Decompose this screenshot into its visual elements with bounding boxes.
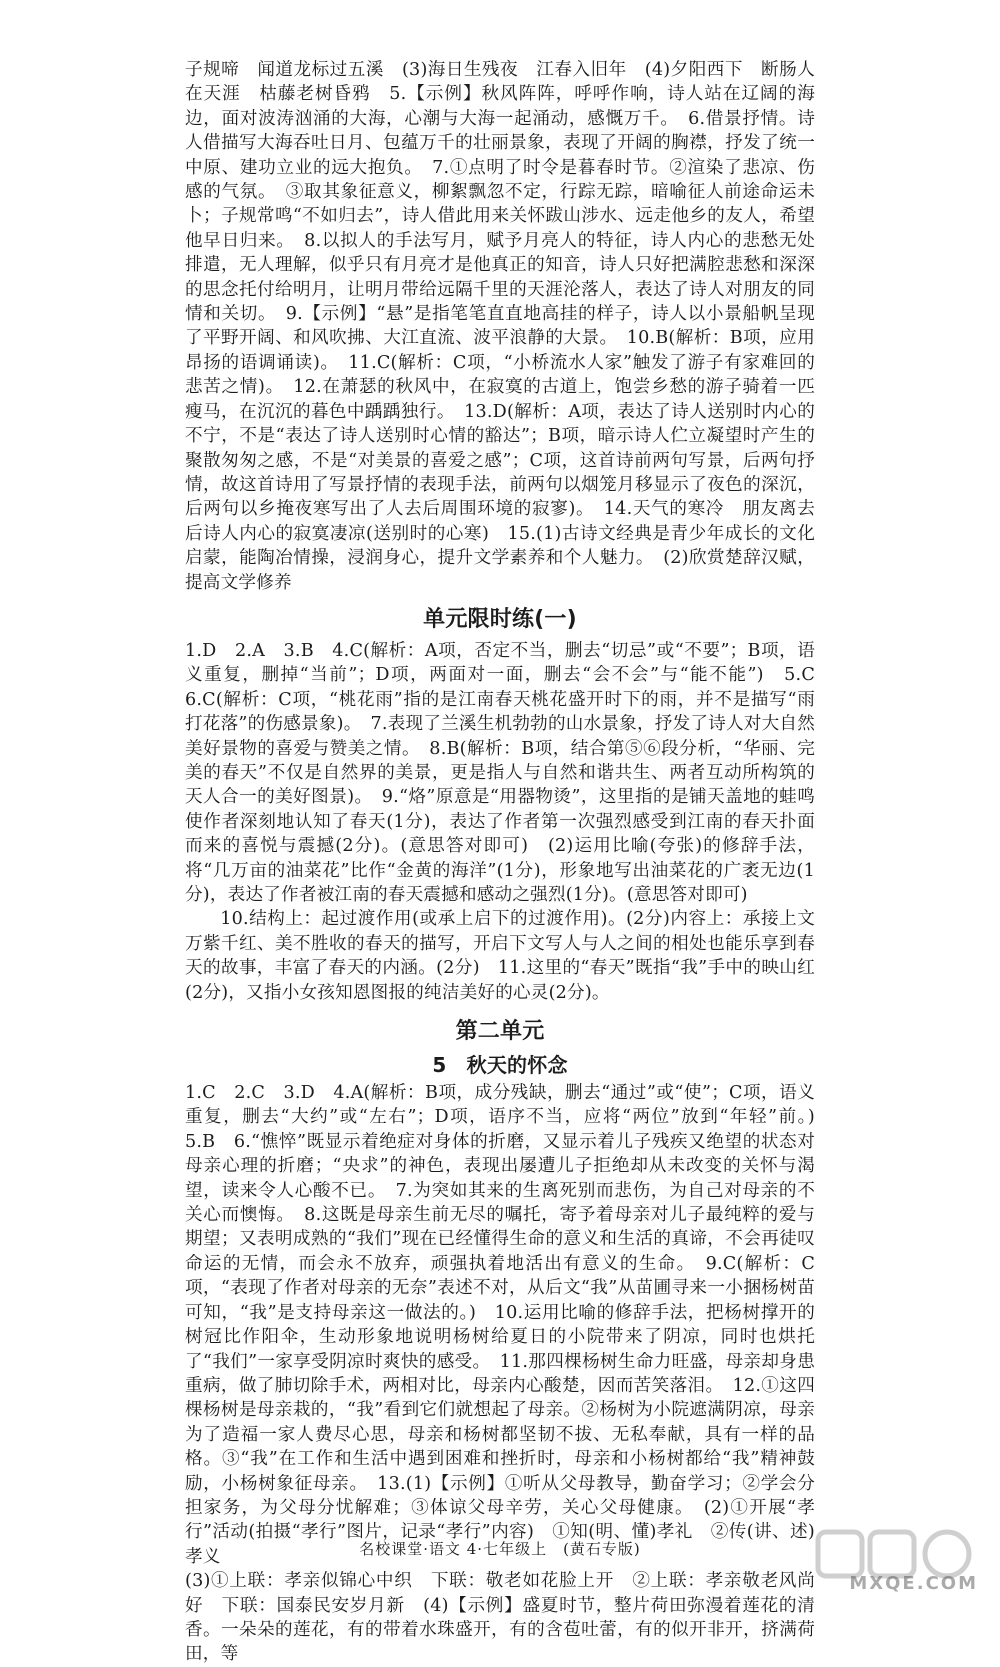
lesson-title: 5 秋天的怀念 <box>432 1053 568 1078</box>
answer-paragraph: 1.D 2.A 3.B 4.C(解析：A项，否定不当，删去“切忌”或“不要”；B项，语义重复，删掉“当前”；D项，两面对一面，删去“会不会”与“能不能”) 5.C 6.C(解析：C项，“桃花雨”指的是江南春天桃花盛开时下的雨，并不是描写“雨打花落”的伤感景象)。 7.表现了兰溪生机勃勃的山水景象，抒发了诗人对大自然美好景物的喜爱与赞美之情。 8.B(解析：B项，结合第⑤⑥段分析，“华丽、完美的春天”不仅是自然界的美景，更是指人与自然和谐共生、两者互动所构筑的天人合一的美好图景)。 9.“烙”原意是“用器物烫”，这里指的是铺天盖地的蛙鸣使作者深刻地认知了春天(1分)，表达了作者第一次强烈感受到江南的春天扑面而来的喜悦与震撼(2分)。(意思答对即可) (2)运用比喻(夸张)的修辞手法，将“几万亩的油菜花”比作“金黄的海洋”(1分)，形象地写出油菜花的广袤无边(1分)，表达了作者被江南的春天震撼和感动之强烈(1分)。(意思答对即可) <box>185 640 833 905</box>
answer-paragraph: (3)①上联：孝亲似锦心中织 下联：敬老如花脸上开 ②上联：孝亲敬老风尚好 下联：国泰民安岁月新 (4)【示例】盛夏时节，整片荷田弥漫着莲花的清香。一朵朵的莲花，有的带着水珠盛开，有的含苞吐蕾，有的似开非开，挤满荷田，等 <box>185 1571 815 1665</box>
answer-column <box>185 58 833 1667</box>
answer-paragraph: 子规啼 闻道龙标过五溪 (3)海日生残夜 江春入旧年 (4)夕阳西下 断肠人在天涯 枯藤老树昏鸦 5.【示例】秋风阵阵，呼呼作响，诗人站在辽阔的海边，面对波涛汹涌的大海，心潮与大海一起涌动，感慨万千。 6.借景抒情。诗人借描写大海吞吐日月、包蕴万千的壮丽景象，表现了开阔的胸襟，抒发了统一中原、建功立业的远大抱负。 7.①点明了时令是暮春时节。②渲染了悲凉、伤感的气氛。 ③取其象征意义，柳絮飘忽不定，行踪无踪，暗喻征人前途命运未卜；子规常鸣“不如归去”，诗人借此用来关怀跋山涉水、远走他乡的友人，希望他早日归来。 8.以拟人的手法写月，赋予月亮人的特征，诗人内心的悲愁无处排遣，无人理解，似乎只有月亮才是他真正的知音，诗人只好把满腔悲愁和深深的思念托付给明月，让明月带给远隔千里的天涯沦落人，表达了诗人对朋友的同情和关切。 9.【示例】“悬”是指笔笔直直地高挂的样子，诗人以小景船帆呈现了平野开阔、和风吹拂、大江直流、波平浪静的大景。 10.B(解析：B项，应用昂扬的语调诵读)。 11.C(解析：C项，“小桥流水人家”触发了游子有家难回的悲苦之情)。 12.在萧瑟的秋风中，在寂寞的古道上，饱尝乡愁的游子骑着一匹瘦马，在沉沉的暮色中踽踽独行。 13.D(解析：A项，表达了诗人送别时内心的不宁，不是“表达了诗人送别时心情的豁达”；B项，暗示诗人伫立凝望时产生的聚散匆匆之感，不是“对美景的喜爱之感”；C项，这首诗前两句写景，后两句抒情，故这首诗用了写景抒情的表现手法，前两句以烟笼月移显示了夜色的深沉，后两句以乡掩夜寒写出了人去后周围环境的寂寥)。 14.天气的寒冷 朋友离去后诗人内心的寂寞凄凉(送别时的心寒) 15.(1)古诗文经典是青少年成长的文化启蒙，能陶冶情操，浸润身心，提升文学素养和个人魅力。 (2)欣赏楚辞汉赋，提高文学修养 <box>185 60 815 593</box>
answer-paragraph: 10.结构上：起过渡作用(或承上启下的过渡作用)。(2分)内容上：承接上文万紫千红、美不胜收的春天的描写，开启下文写人与人之间的相处也能乐享到春天的故事，丰富了春天的内涵。(2分) 11.这里的“春天”既指“我”手中的映山红(2分)，又指小女孩知恩图报的纯洁美好的心灵(2分)。 <box>185 909 815 1003</box>
watermark-text: MXQE.COM <box>849 1573 978 1594</box>
section-title-unit-test: 单元限时练(一) <box>423 606 577 632</box>
page-footer: 名校课堂·语文 4·七年级上 (黄石专版) <box>359 1540 641 1558</box>
unit-title: 第二单元 <box>455 1019 545 1045</box>
answer-paragraph: 1.C 2.C 3.D 4.A(解析：B项，成分残缺，删去“通过”或“使”；C项，语义重复，删去“大约”或“左右”；D项，语序不当，应将“两位”放到“年轻”前。) 5.B 6.“憔悴”既显示着绝症对身体的折磨，又显示着儿子残疾又绝望的状态对母亲心理的折磨；“央求”的神色，表现出屡遭儿子拒绝却从未改变的关怀与渴望，读来令人心酸不已。 7.为突如其来的生离死别而悲伤，为自己对母亲的不关心而懊悔。 8.这既是母亲生前无尽的嘱托，寄予着母亲对儿子最纯粹的爱与期望；又表明成熟的“我们”现在已经懂得生命的意义和生活的真谛，不会再徒叹命运的无情，而会永不放弃，顽强执着地活出有意义的生命。 9.C(解析：C项，“表现了作者对母亲的无奈”表述不对，从后文“我”从苗圃寻来一小捆杨树苗可知，“我”是支持母亲这一做法的。) 10.运用比喻的修辞手法，把杨树撑开的树冠比作阳伞，生动形象地说明杨树给夏日的小院带来了阴凉，同时也烘托了“我们”一家享受阴凉时爽快的感受。 11.那四棵杨树生命力旺盛，母亲却身患重病，做了肺切除手术，两相对比，母亲内心酸楚，因而苦笑落泪。 12.①这四棵杨树是母亲栽的，“我”看到它们就想起了母亲。②杨树为小院遮满阴凉，母亲为了造福一家人费尽心思，母亲和杨树都坚韧不拔、无私奉献，具有一样的品格。③“我”在工作和生活中遇到困难和挫折时，母亲和小杨树都给“我”精神鼓励，小杨树象征母亲。 13.(1)【示例】①听从父母教导，勤奋学习；②学会分担家务，为父母分忧解难；③体谅父母辛劳，关心父母健康。 (2)①开展“孝行”活动(拍摄“孝行”图片，记录“孝行”内容) ①知(明、懂)孝礼 ②传(讲、述)孝义 <box>185 1083 833 1567</box>
